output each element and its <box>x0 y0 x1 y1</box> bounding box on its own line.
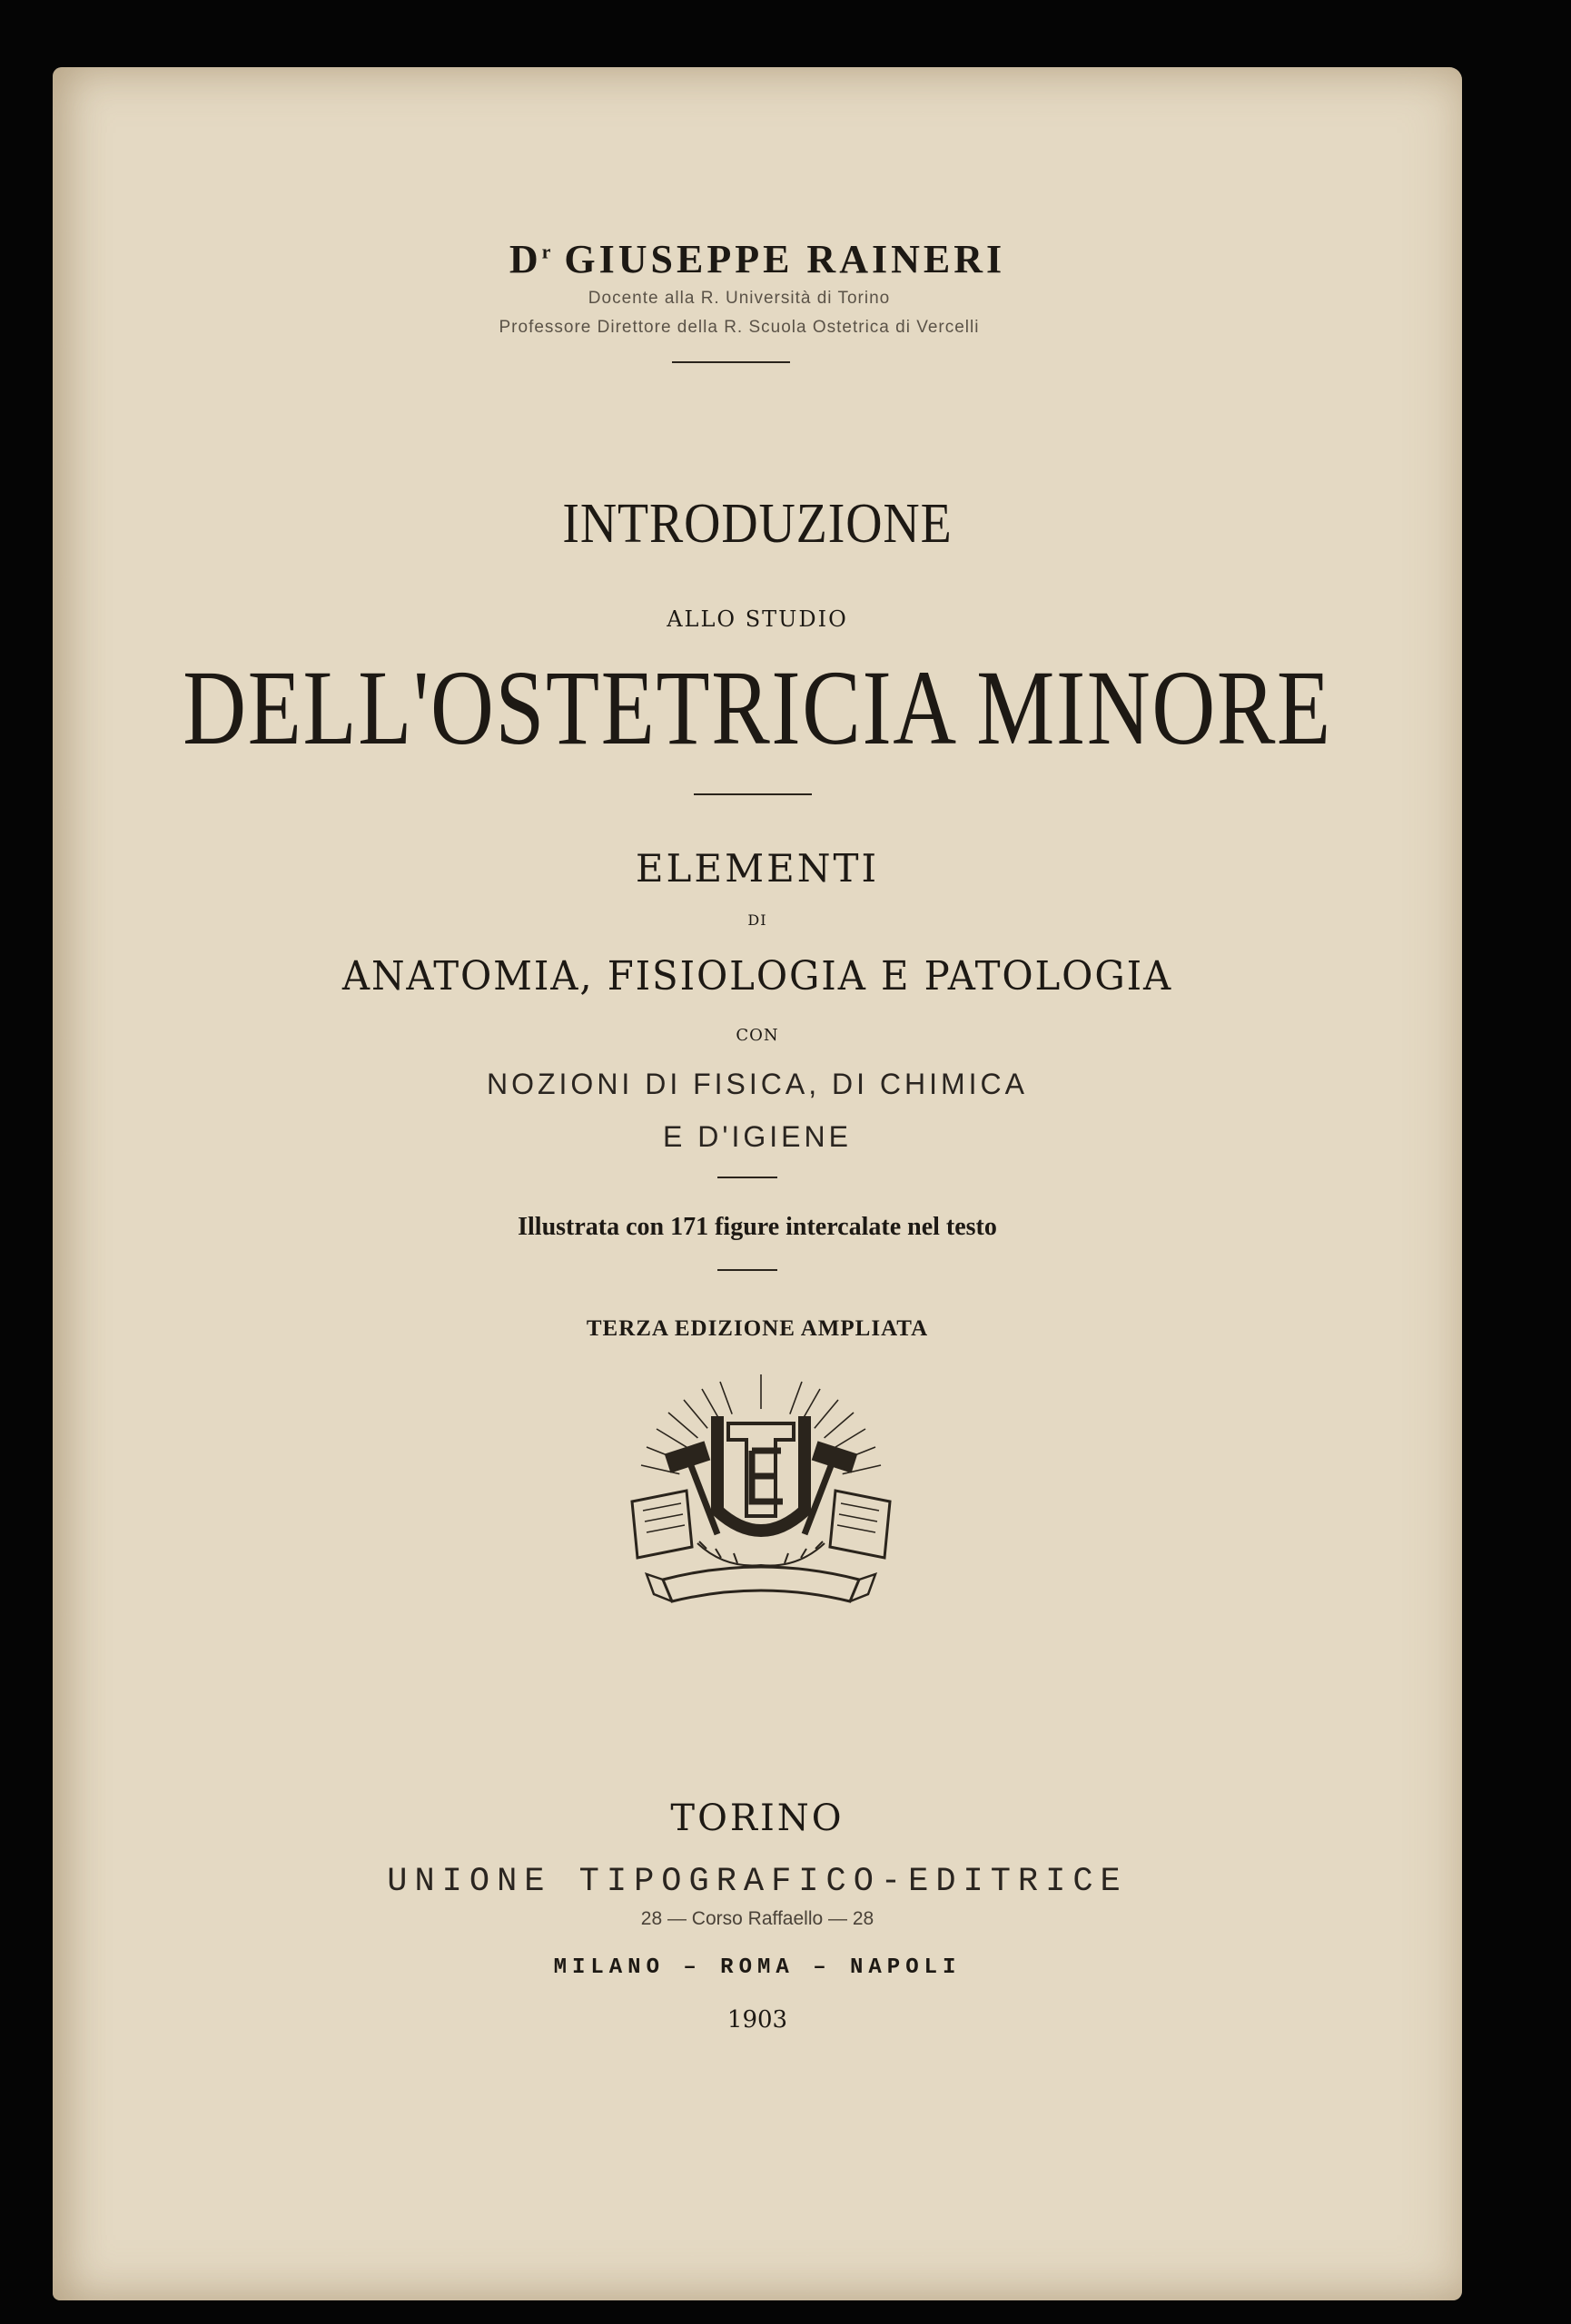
imprint-city: TORINO <box>670 1797 845 1839</box>
affiliation-line-2: Professore Direttore della R. Scuola Ostetrica di Vercelli <box>499 318 980 337</box>
publisher-cities: MILANO – ROMA – NAPOLI <box>553 1955 962 1980</box>
motto-ribbon-icon <box>647 1567 875 1601</box>
right-book-icon <box>830 1491 890 1558</box>
divider-1 <box>672 361 790 363</box>
title-intro: INTRODUZIONE <box>562 493 953 555</box>
left-book-icon <box>632 1491 692 1558</box>
publisher-address: 28 — Corso Raffaello — 28 <box>640 1908 874 1929</box>
affiliation-line-1: Docente alla R. Università di Torino <box>588 289 891 308</box>
subtitle-igiene: E D'IGIENE <box>663 1120 852 1153</box>
subtitle-connector-con: CON <box>736 1026 779 1045</box>
divider-2 <box>694 793 812 795</box>
author-name: GIUSEPPE RAINERI <box>564 237 1006 281</box>
subtitle-nozioni: NOZIONI DI FISICA, DI CHIMICA <box>486 1068 1028 1100</box>
divider-3 <box>717 1177 777 1178</box>
title-connector: ALLO STUDIO <box>667 606 848 632</box>
subtitle-connector-di: DI <box>747 911 767 929</box>
title-page <box>53 67 1462 2300</box>
edition-note: TERZA EDIZIONE AMPLIATA <box>586 1316 929 1341</box>
main-title: DELL'OSTETRICIA MINORE <box>183 648 1332 767</box>
subtitle-anatomia: ANATOMIA, FISIOLOGIA E PATOLOGIA <box>341 953 1173 1000</box>
author-title-sup: r <box>541 240 551 263</box>
subtitle-elementi: ELEMENTI <box>635 846 880 891</box>
divider-4 <box>717 1269 777 1271</box>
publication-year: 1903 <box>726 2006 788 2034</box>
publisher-seal-icon <box>616 1356 906 1629</box>
author-line <box>53 236 1462 282</box>
author-title: D <box>509 237 542 281</box>
publisher-name: UNIONE TIPOGRAFICO-EDITRICE <box>387 1863 1128 1901</box>
illustrations-note: Illustrata con 171 figure intercalate nel testo <box>518 1213 997 1241</box>
